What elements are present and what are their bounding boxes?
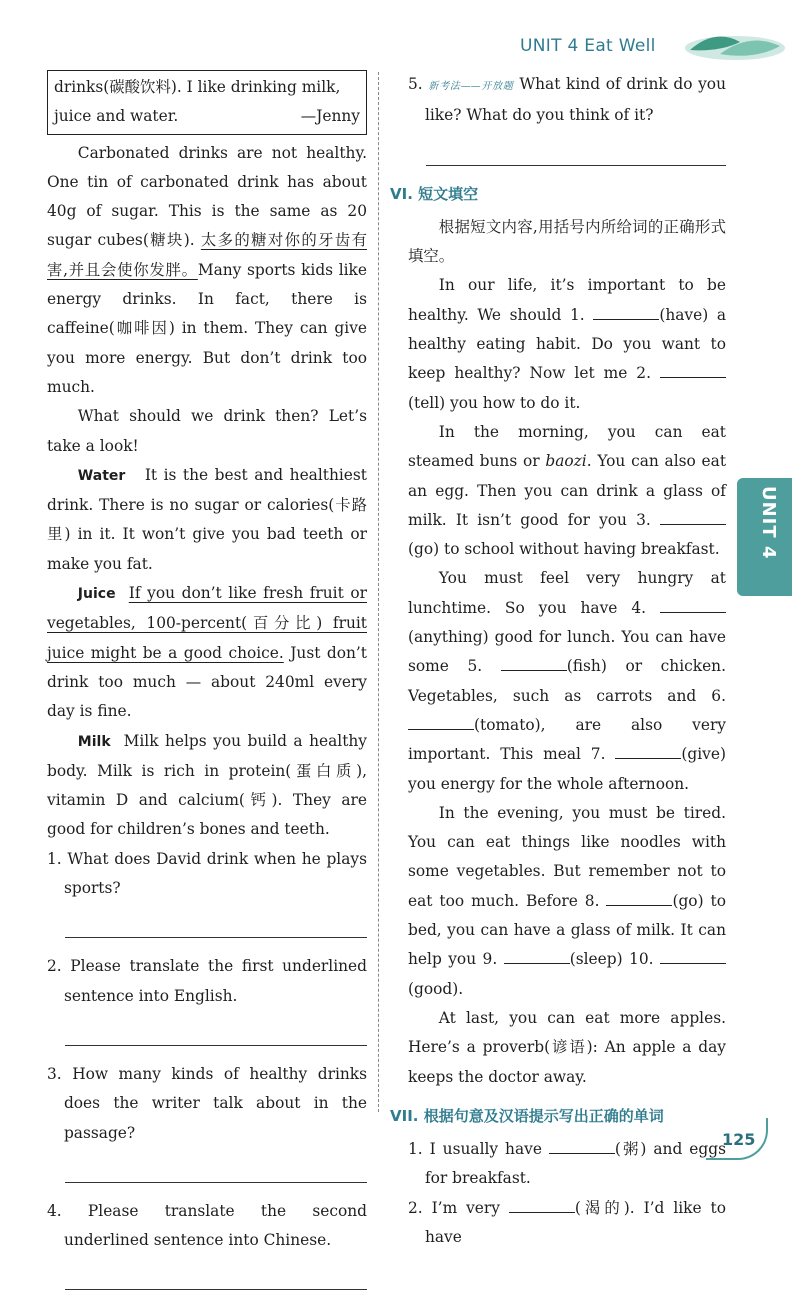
water-heading: Water <box>77 467 126 484</box>
blank-8[interactable] <box>606 891 672 906</box>
s6-paragraph-2 <box>408 418 726 564</box>
question-2: 2. Please translate the first underlined sentence into English. <box>47 957 367 1005</box>
page-header <box>0 28 800 68</box>
question-1: 1. What does David drink when he plays sports? <box>47 849 367 898</box>
s6-p4c: (sleep) 10. <box>569 950 654 969</box>
unit-title: UNIT 4 Eat Well <box>520 36 656 56</box>
s7-item-2 <box>408 1194 726 1253</box>
second-underlined-sentence: If you don’t like fresh fruit or vegetables, 100-percent(百分比) fruit juice might be a good choice. <box>47 584 367 662</box>
s6-p4a: In the evening, you must be tired. You can eat things like noodles with some vegetables. But remember not to eat too much. Before 8. <box>408 803 726 910</box>
s6-p3b: (anything) good for lunch. You can have some 5. <box>408 628 726 676</box>
juice-rest: Just don’t drink too much — about 240ml every day is fine. <box>47 643 367 721</box>
question-5 <box>408 70 726 131</box>
milk-heading: Milk <box>77 733 111 750</box>
blank-6[interactable] <box>408 715 474 730</box>
first-underlined-sentence: 太多的糖对你的牙齿有害,并且会使你发胖。 <box>47 231 367 279</box>
box-signature: —Jenny <box>300 107 360 126</box>
blank-7[interactable] <box>615 744 681 759</box>
answer-line-1[interactable] <box>65 907 367 938</box>
blank-4[interactable] <box>660 598 726 613</box>
s6-p3a: You must feel very hungry at lunchtime. So you have 4. <box>408 569 726 617</box>
column-divider <box>378 72 380 1112</box>
left-column <box>47 70 367 1304</box>
s6-paragraph-3 <box>408 564 726 798</box>
juice-heading: Juice <box>77 586 116 603</box>
s6-p3c: (fish) or chicken. Vegetables, such as carrots and 6. <box>408 657 726 705</box>
blank-10[interactable] <box>660 949 726 964</box>
blank-1[interactable] <box>593 305 659 320</box>
question-4: 4. Please translate the second underlined sentence into Chinese. <box>47 1201 367 1250</box>
blank-5[interactable] <box>501 656 567 671</box>
s6-p3e: (give) you energy for the whole afternoon. <box>408 745 726 793</box>
box-line-2-text: juice and water. <box>54 107 179 126</box>
s7-blank-2[interactable] <box>509 1198 575 1213</box>
blank-2[interactable] <box>660 363 726 378</box>
s7-item-1 <box>408 1135 726 1194</box>
right-column <box>390 70 726 1252</box>
s6-p1a: In our life, it’s important to be healthy. We should 1. <box>408 276 726 324</box>
s7-2a: 2. I’m very <box>408 1198 500 1217</box>
s7-blank-1[interactable] <box>549 1139 615 1154</box>
s6-p4b: (go) to bed, you can have a glass of milk. It can help you 9. <box>408 891 726 969</box>
milk-text: Milk helps you build a healthy body. Milk is rich in protein(蛋白质), vitamin D and calcium(钙). They are good for children’s bones and teeth. <box>47 731 367 839</box>
paragraph-1 <box>47 139 367 403</box>
q5-number: 5. <box>408 75 423 93</box>
quote-box <box>47 70 367 135</box>
s6-p2b: . You can also eat an egg. Then you can drink a glass of milk. It isn’t good for you 3. <box>408 452 726 529</box>
s6-p2a: In the morning, you can eat steamed buns or <box>408 422 726 471</box>
answer-line-2[interactable] <box>65 1015 367 1046</box>
leaf-decoration-icon <box>680 28 790 64</box>
s6-baozi: baozi <box>545 452 587 471</box>
blank-9[interactable] <box>504 949 570 964</box>
question-3: 3. How many kinds of healthy drinks does the writer talk about in the passage? <box>47 1064 367 1142</box>
page-number: 125 <box>722 1130 756 1149</box>
s6-p1c: (tell) you how to do it. <box>408 393 581 412</box>
s7-2b: (渴的). I’d like to have <box>424 1198 726 1246</box>
water-text: It is the best and healthiest drink. There is no sugar or calories(卡路里) in it. It won’t give you bad teeth or make you fat. <box>47 465 367 573</box>
s6-paragraph-5: At last, you can eat more apples. Here’s a proverb(谚语): An apple a day keeps the doctor away. <box>408 1008 726 1086</box>
q5-text: What kind of drink do you like? What do you think of it? <box>424 75 726 125</box>
juice-paragraph <box>47 579 367 726</box>
blank-3[interactable] <box>660 510 726 525</box>
s6-p3d: (tomato), are also very important. This meal 7. <box>408 715 726 764</box>
answer-line-4[interactable] <box>65 1259 367 1290</box>
section-6-title: VI. 短文填空 <box>390 184 479 203</box>
section-6-instructions: 根据短文内容,用括号内所给词的正确形式填空。 <box>408 217 726 266</box>
s6-p1b: (have) a healthy eating habit. Do you want to keep healthy? Now let me 2. <box>408 305 726 383</box>
s7-1b: (粥) and eggs for breakfast. <box>424 1140 726 1188</box>
box-line-2 <box>54 102 360 131</box>
p1-text: Carbonated drinks are not healthy. One tin of carbonated drink has about 40g of sugar. This is the same as 20 sugar cubes(糖块). <box>47 143 367 250</box>
answer-line-3[interactable] <box>65 1152 367 1183</box>
s6-p2c: (go) to school without having breakfast. <box>408 540 720 559</box>
p1-rest: Many sports kids like energy drinks. In fact, there is caffeine(咖啡因) in them. They can give you more energy. But don’t drink too much. <box>47 260 367 396</box>
q5-strategy-tag: 新考法——开放题 <box>428 81 514 92</box>
paragraph-2: What should we drink then? Let’s take a look! <box>47 407 367 455</box>
s6-paragraph-4 <box>408 799 726 1004</box>
unit-side-tab <box>737 478 792 596</box>
s6-p4d: (good). <box>408 979 464 998</box>
answer-line-5[interactable] <box>426 135 726 166</box>
box-line-1: drinks(碳酸饮料). I like drinking milk, <box>54 78 341 96</box>
water-paragraph <box>47 461 367 579</box>
s7-1a: 1. I usually have <box>408 1140 542 1159</box>
milk-paragraph <box>47 727 367 845</box>
side-tab-label: UNIT 4 <box>758 486 779 560</box>
section-7-title: VII. 根据句意及汉语提示写出正确的单词 <box>390 1106 664 1125</box>
s6-paragraph-1 <box>408 271 726 417</box>
